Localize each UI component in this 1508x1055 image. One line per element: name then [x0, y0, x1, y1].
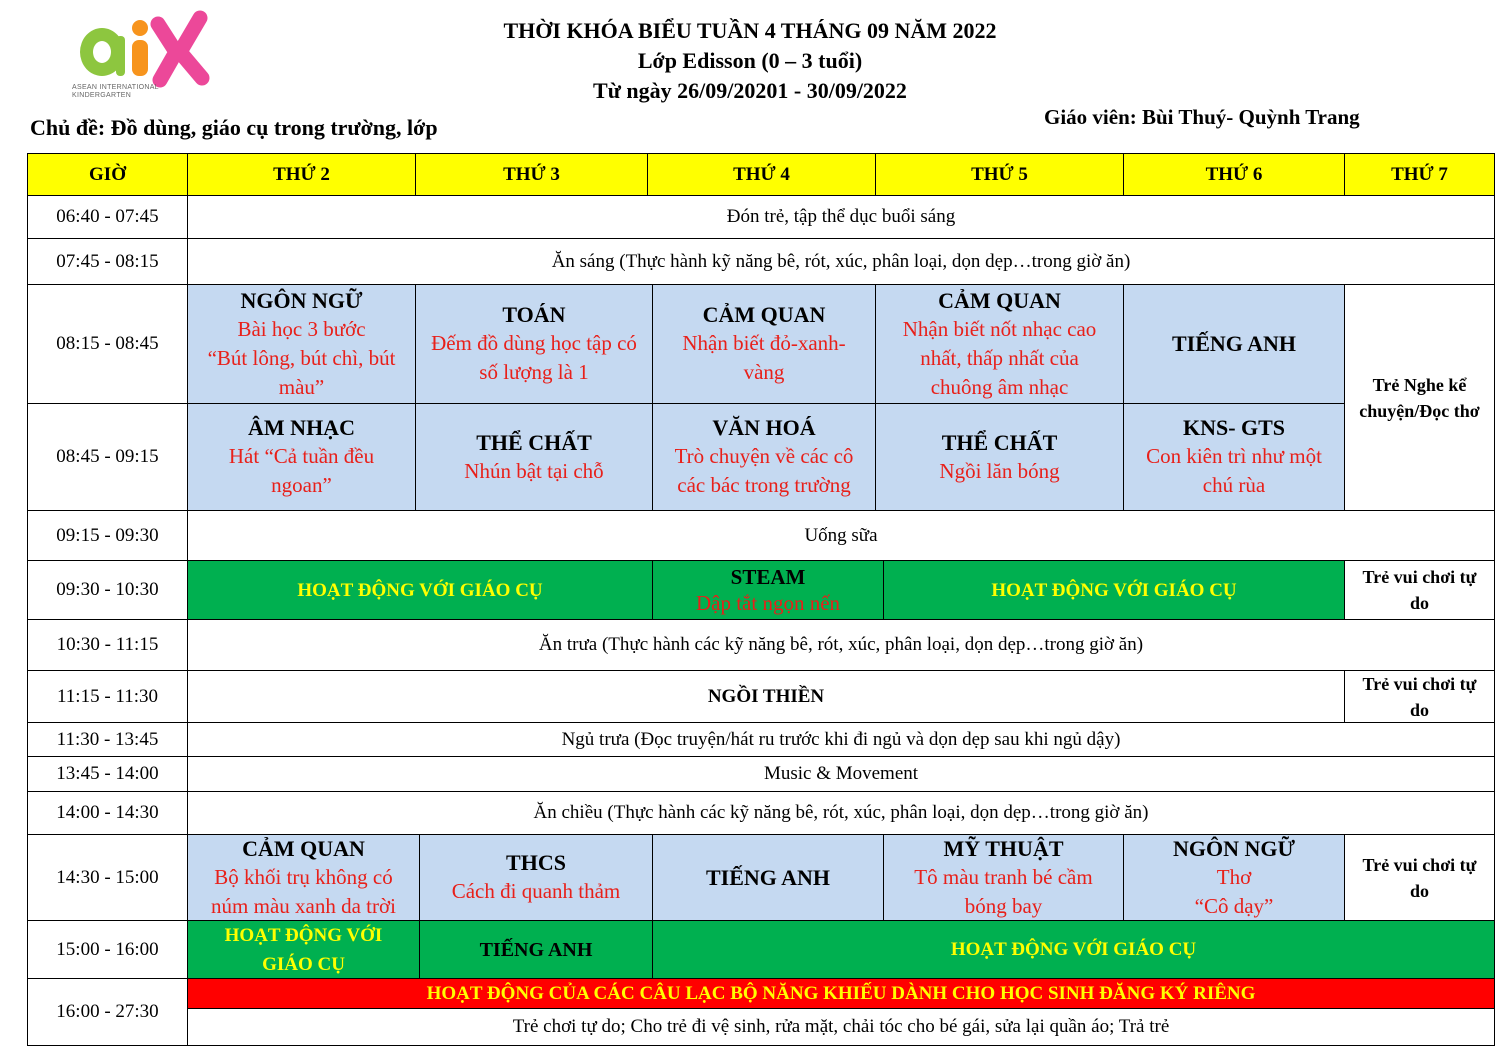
activity-lunch: Ăn trưa (Thực hành các kỹ năng bê, rót, xúc, phân loại, dọn dẹp…trong giờ ăn): [187, 619, 1495, 671]
lesson-desc: Con kiên trì như một: [1146, 444, 1322, 468]
activity-nap: Ngủ trưa (Đọc truyện/hát ru trước khi đi ngủ và dọn dẹp sau khi ngủ dậy): [187, 722, 1495, 757]
lesson-subject: TIẾNG ANH: [1171, 331, 1297, 356]
saturday-morning-activity: [1344, 284, 1495, 511]
lesson-cell: [1123, 284, 1345, 404]
col-header-sat: THỨ 7: [1344, 153, 1495, 196]
montessori-label: HOẠT ĐỘNG VỚI GIÁO CỤ: [991, 579, 1237, 601]
lesson-desc: Ngồi lăn bóng: [939, 458, 1060, 483]
time-cell: 13:45 - 14:00: [27, 756, 188, 792]
montessori-activity: [652, 920, 1495, 979]
lesson-subject: TOÁN: [502, 302, 566, 327]
activity-meditation: NGỒI THIỀN: [187, 670, 1345, 723]
lesson-subject: VĂN HOÁ: [712, 415, 816, 440]
time-cell: 15:00 - 16:00: [27, 920, 188, 979]
lesson-desc: Hát “Cả tuần đều: [228, 444, 375, 468]
lesson-subject: THCS: [506, 850, 566, 875]
time-cell: 09:30 - 10:30: [27, 560, 188, 620]
lesson-desc: màu”: [278, 374, 325, 399]
time-cell: 08:15 - 08:45: [27, 284, 188, 404]
steam-desc: Dập tắt ngọn nến: [695, 591, 841, 615]
lesson-subject: MỸ THUẬT: [943, 835, 1064, 861]
steam-activity: [652, 560, 884, 620]
col-header-thu: THỨ 5: [875, 153, 1124, 196]
lesson-subject: KNS- GTS: [1182, 415, 1286, 440]
school-logo: [72, 6, 214, 102]
lesson-cell: [187, 834, 420, 921]
time-cell: 07:45 - 08:15: [27, 238, 188, 285]
lesson-desc: bóng bay: [964, 893, 1043, 918]
col-header-mon: THỨ 2: [187, 153, 416, 196]
lesson-cell: [883, 834, 1124, 921]
saturday-text: Trẻ vui chơi tự: [1362, 567, 1477, 587]
lesson-desc: Nhún bật tại chỗ: [464, 458, 604, 483]
col-header-tue: THỨ 3: [415, 153, 648, 196]
time-cell: 10:30 - 11:15: [27, 619, 188, 671]
saturday-free-play: [1344, 670, 1495, 723]
lesson-subject: THỂ CHẤT: [941, 429, 1058, 455]
lesson-desc: chuông âm nhạc: [930, 374, 1069, 399]
montessori-label: HOẠT ĐỘNG VỚI GIÁO CỤ: [950, 939, 1197, 960]
lesson-desc: Bộ khối trụ không có: [214, 864, 393, 889]
lesson-desc: Bài học 3 bước: [237, 316, 366, 341]
lesson-desc: chú rùa: [1202, 473, 1266, 497]
lesson-cell: [1123, 403, 1345, 511]
club-activities-label: HOẠT ĐỘNG CỦA CÁC CÂU LẠC BỘ NĂNG KHIẾU DÀNH CHO HỌC SINH ĐĂNG KÝ RIÊNG: [426, 982, 1256, 1004]
activity-free-play-pickup: Trẻ chơi tự do; Cho trẻ đi vệ sinh, rửa mặt, chải tóc cho bé gái, sửa lại quần áo; Trả trẻ: [187, 1008, 1495, 1046]
activity-breakfast: Ăn sáng (Thực hành kỹ năng bê, rót, xúc, phân loại, dọn dẹp…trong giờ ăn): [187, 238, 1495, 285]
col-header-time: GIỜ: [27, 153, 188, 196]
activity-afternoon-snack: Ăn chiều (Thực hành các kỹ năng bê, rót, xúc, phân loại, dọn dẹp…trong giờ ăn): [187, 791, 1495, 835]
lesson-desc: Tô màu tranh bé cầm: [914, 864, 1093, 889]
lesson-subject: NGÔN NGỮ: [240, 287, 363, 313]
lesson-desc: các bác trong trường: [677, 473, 851, 497]
lesson-subject: CẢM QUAN: [242, 835, 365, 861]
lesson-subject: ÂM NHẠC: [248, 415, 355, 440]
montessori-activity: [187, 920, 420, 979]
english-activity: [419, 920, 653, 979]
time-cell: 09:15 - 09:30: [27, 510, 188, 561]
saturday-free-play: [1344, 834, 1495, 921]
lesson-desc: Đếm đồ dùng học tập có: [431, 331, 637, 355]
time-cell: 14:30 - 15:00: [27, 834, 188, 921]
saturday-free-play: [1344, 560, 1495, 620]
lesson-cell: [652, 834, 884, 921]
lesson-desc: Cách đi quanh thảm: [451, 879, 621, 903]
time-cell: 14:00 - 14:30: [27, 791, 188, 835]
teacher: Giáo viên: Bùi Thuý- Quỳnh Trang: [1044, 105, 1360, 129]
saturday-text: chuyện/Đọc thơ: [1359, 400, 1480, 421]
lesson-desc: “Bút lông, bút chì, bút: [207, 345, 396, 370]
lesson-subject: CẢM QUAN: [938, 287, 1061, 313]
page-title: THỜI KHÓA BIỂU TUẦN 4 THÁNG 09 NĂM 2022: [503, 18, 997, 43]
lesson-subject: CẢM QUAN: [702, 302, 826, 327]
lesson-cell: [415, 284, 653, 404]
time-cell: 11:15 - 11:30: [27, 670, 188, 723]
montessori-label: HOẠT ĐỘNG VỚI: [224, 924, 383, 946]
lesson-cell: [652, 403, 876, 511]
montessori-activity: [883, 560, 1345, 620]
montessori-label: HOẠT ĐỘNG VỚI GIÁO CỤ: [297, 579, 543, 601]
date-range: Từ ngày 26/09/20201 - 30/09/2022: [593, 78, 907, 103]
lesson-cell: [187, 403, 416, 511]
steam-title: STEAM: [730, 565, 806, 589]
saturday-text: Trẻ Nghe kể: [1372, 374, 1467, 395]
lesson-desc: số lượng là 1: [479, 360, 589, 384]
lesson-desc: Nhận biết nốt nhạc cao: [902, 316, 1097, 341]
lesson-cell: [419, 834, 653, 921]
lesson-desc: “Cô dạy”: [1194, 893, 1274, 918]
lesson-cell: [187, 284, 416, 404]
time-cell: 06:40 - 07:45: [27, 195, 188, 239]
lesson-cell: [875, 284, 1124, 404]
lesson-desc: núm màu xanh da trời: [211, 893, 396, 918]
col-header-fri: THỨ 6: [1123, 153, 1345, 196]
lesson-cell: [652, 284, 876, 404]
lesson-desc: nhất, thấp nhất của: [920, 345, 1079, 370]
class-name: Lớp Edisson (0 – 3 tuổi): [637, 48, 863, 73]
saturday-text: Trẻ vui chơi tự: [1362, 854, 1477, 875]
time-cell: 11:30 - 13:45: [27, 722, 188, 757]
lesson-cell: [415, 403, 653, 511]
schedule-table: [27, 153, 1495, 1046]
lesson-desc: Nhận biết đỏ-xanh-: [682, 331, 846, 355]
club-activities-banner: [187, 978, 1495, 1009]
lesson-subject: THỂ CHẤT: [476, 429, 592, 455]
saturday-text: do: [1409, 593, 1429, 613]
english-label: TIẾNG ANH: [479, 938, 593, 961]
activity-music-movement: Music & Movement: [187, 756, 1495, 792]
logo-caption-line1: ASEAN INTERNATIONAL: [72, 84, 159, 91]
col-header-wed: THỨ 4: [647, 153, 876, 196]
logo-caption-line2: KINDERGARTEN: [72, 92, 132, 99]
montessori-activity: [187, 560, 653, 620]
activity-milk: Uống sữa: [187, 510, 1495, 561]
montessori-label: GIÁO CỤ: [262, 953, 345, 975]
saturday-text: Trẻ vui chơi tự: [1362, 673, 1477, 694]
lesson-desc: vàng: [743, 360, 785, 384]
time-cell: 08:45 - 09:15: [27, 403, 188, 511]
activity-morning-reception: Đón trẻ, tập thể dục buổi sáng: [187, 195, 1495, 239]
lesson-subject: NGÔN NGỮ: [1172, 835, 1295, 861]
lesson-desc: Thơ: [1216, 864, 1252, 889]
lesson-subject: TIẾNG ANH: [705, 864, 831, 890]
saturday-text: do: [1409, 880, 1429, 901]
lesson-cell: [1123, 834, 1345, 921]
saturday-text: do: [1409, 699, 1429, 720]
topic: Chủ đề: Đồ dùng, giáo cụ trong trường, lớp: [30, 115, 438, 140]
lesson-desc: Trò chuyện về các cô: [674, 444, 854, 468]
lesson-cell: [875, 403, 1124, 511]
time-cell: 16:00 - 27:30: [27, 978, 188, 1046]
lesson-desc: ngoan”: [271, 473, 332, 497]
